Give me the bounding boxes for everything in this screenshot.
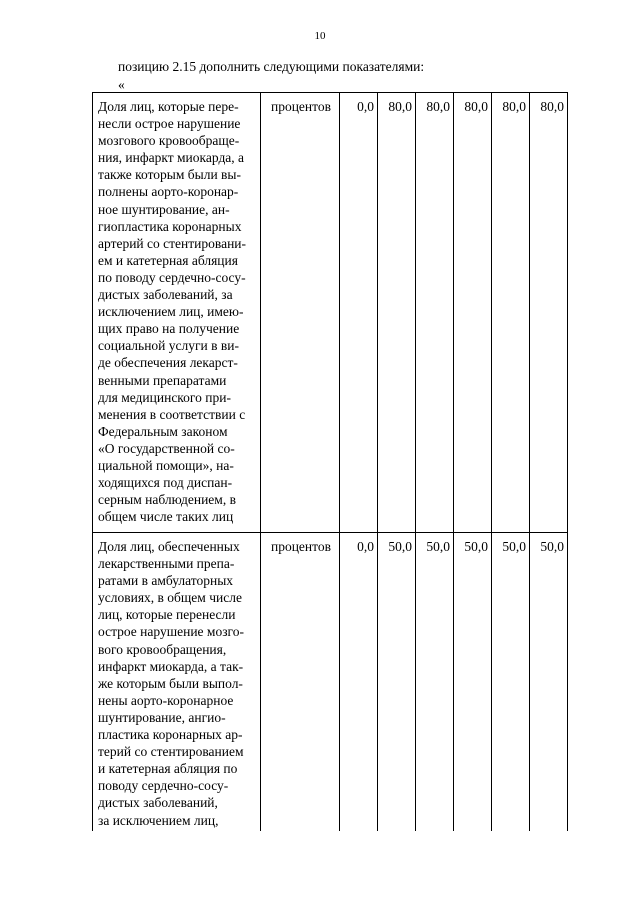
value-cell: 50,0 — [492, 533, 530, 831]
value-cell: 80,0 — [378, 93, 416, 533]
unit-cell: процентов — [261, 93, 340, 533]
value-cell: 50,0 — [530, 533, 568, 831]
unit-cell: процентов — [261, 533, 340, 831]
indicator-name-cell: Доля лиц, обеспеченных лекарственными препа- ратами в амбулаторных условиях, в общем числе лиц, которые перенесли острое нарушение мозго- вого кровообращения, инфаркт миокарда, а так- же которым были выпол- нены аорто-коронарное шунтирование, ангио- пластика коронарных ар- терий со стентированием и катетерная абляция по поводу сердечно-сосу- дистых заболеваний, за исключением лиц, — [93, 533, 261, 831]
value-cell: 50,0 — [378, 533, 416, 831]
table-row — [93, 533, 568, 831]
value-cell: 50,0 — [454, 533, 492, 831]
value-cell: 0,0 — [340, 93, 378, 533]
table-row — [93, 93, 568, 533]
value-cell: 50,0 — [416, 533, 454, 831]
value-cell: 80,0 — [416, 93, 454, 533]
value-cell: 0,0 — [340, 533, 378, 831]
value-cell: 80,0 — [492, 93, 530, 533]
intro-text: позицию 2.15 дополнить следующими показателями: — [118, 59, 425, 74]
indicators-table — [92, 92, 568, 831]
value-cell: 80,0 — [454, 93, 492, 533]
indicator-name-cell: Доля лиц, которые пере- несли острое нарушение мозгового кровообраще- ния, инфаркт миокарда, а также которым были вы- полнены аорто-коронар- ное шунтирование, ан- гиопластика коронарных артерий со стентировани- ем и катетерная абляция по поводу сердечно-сосу- дистых заболеваний, за исключением лиц, имею- щих право на получение социальной услуги в ви- де обеспечения лекарст- венными препаратами для медицинского при- менения в соответствии с Федеральным законом «О государственной со- циальной помощи», на- ходящихся под диспан- серным наблюдением, в общем числе таких лиц — [93, 93, 261, 533]
opening-quote: « — [118, 77, 125, 92]
value-cell: 80,0 — [530, 93, 568, 533]
page-number: 10 — [314, 30, 326, 42]
